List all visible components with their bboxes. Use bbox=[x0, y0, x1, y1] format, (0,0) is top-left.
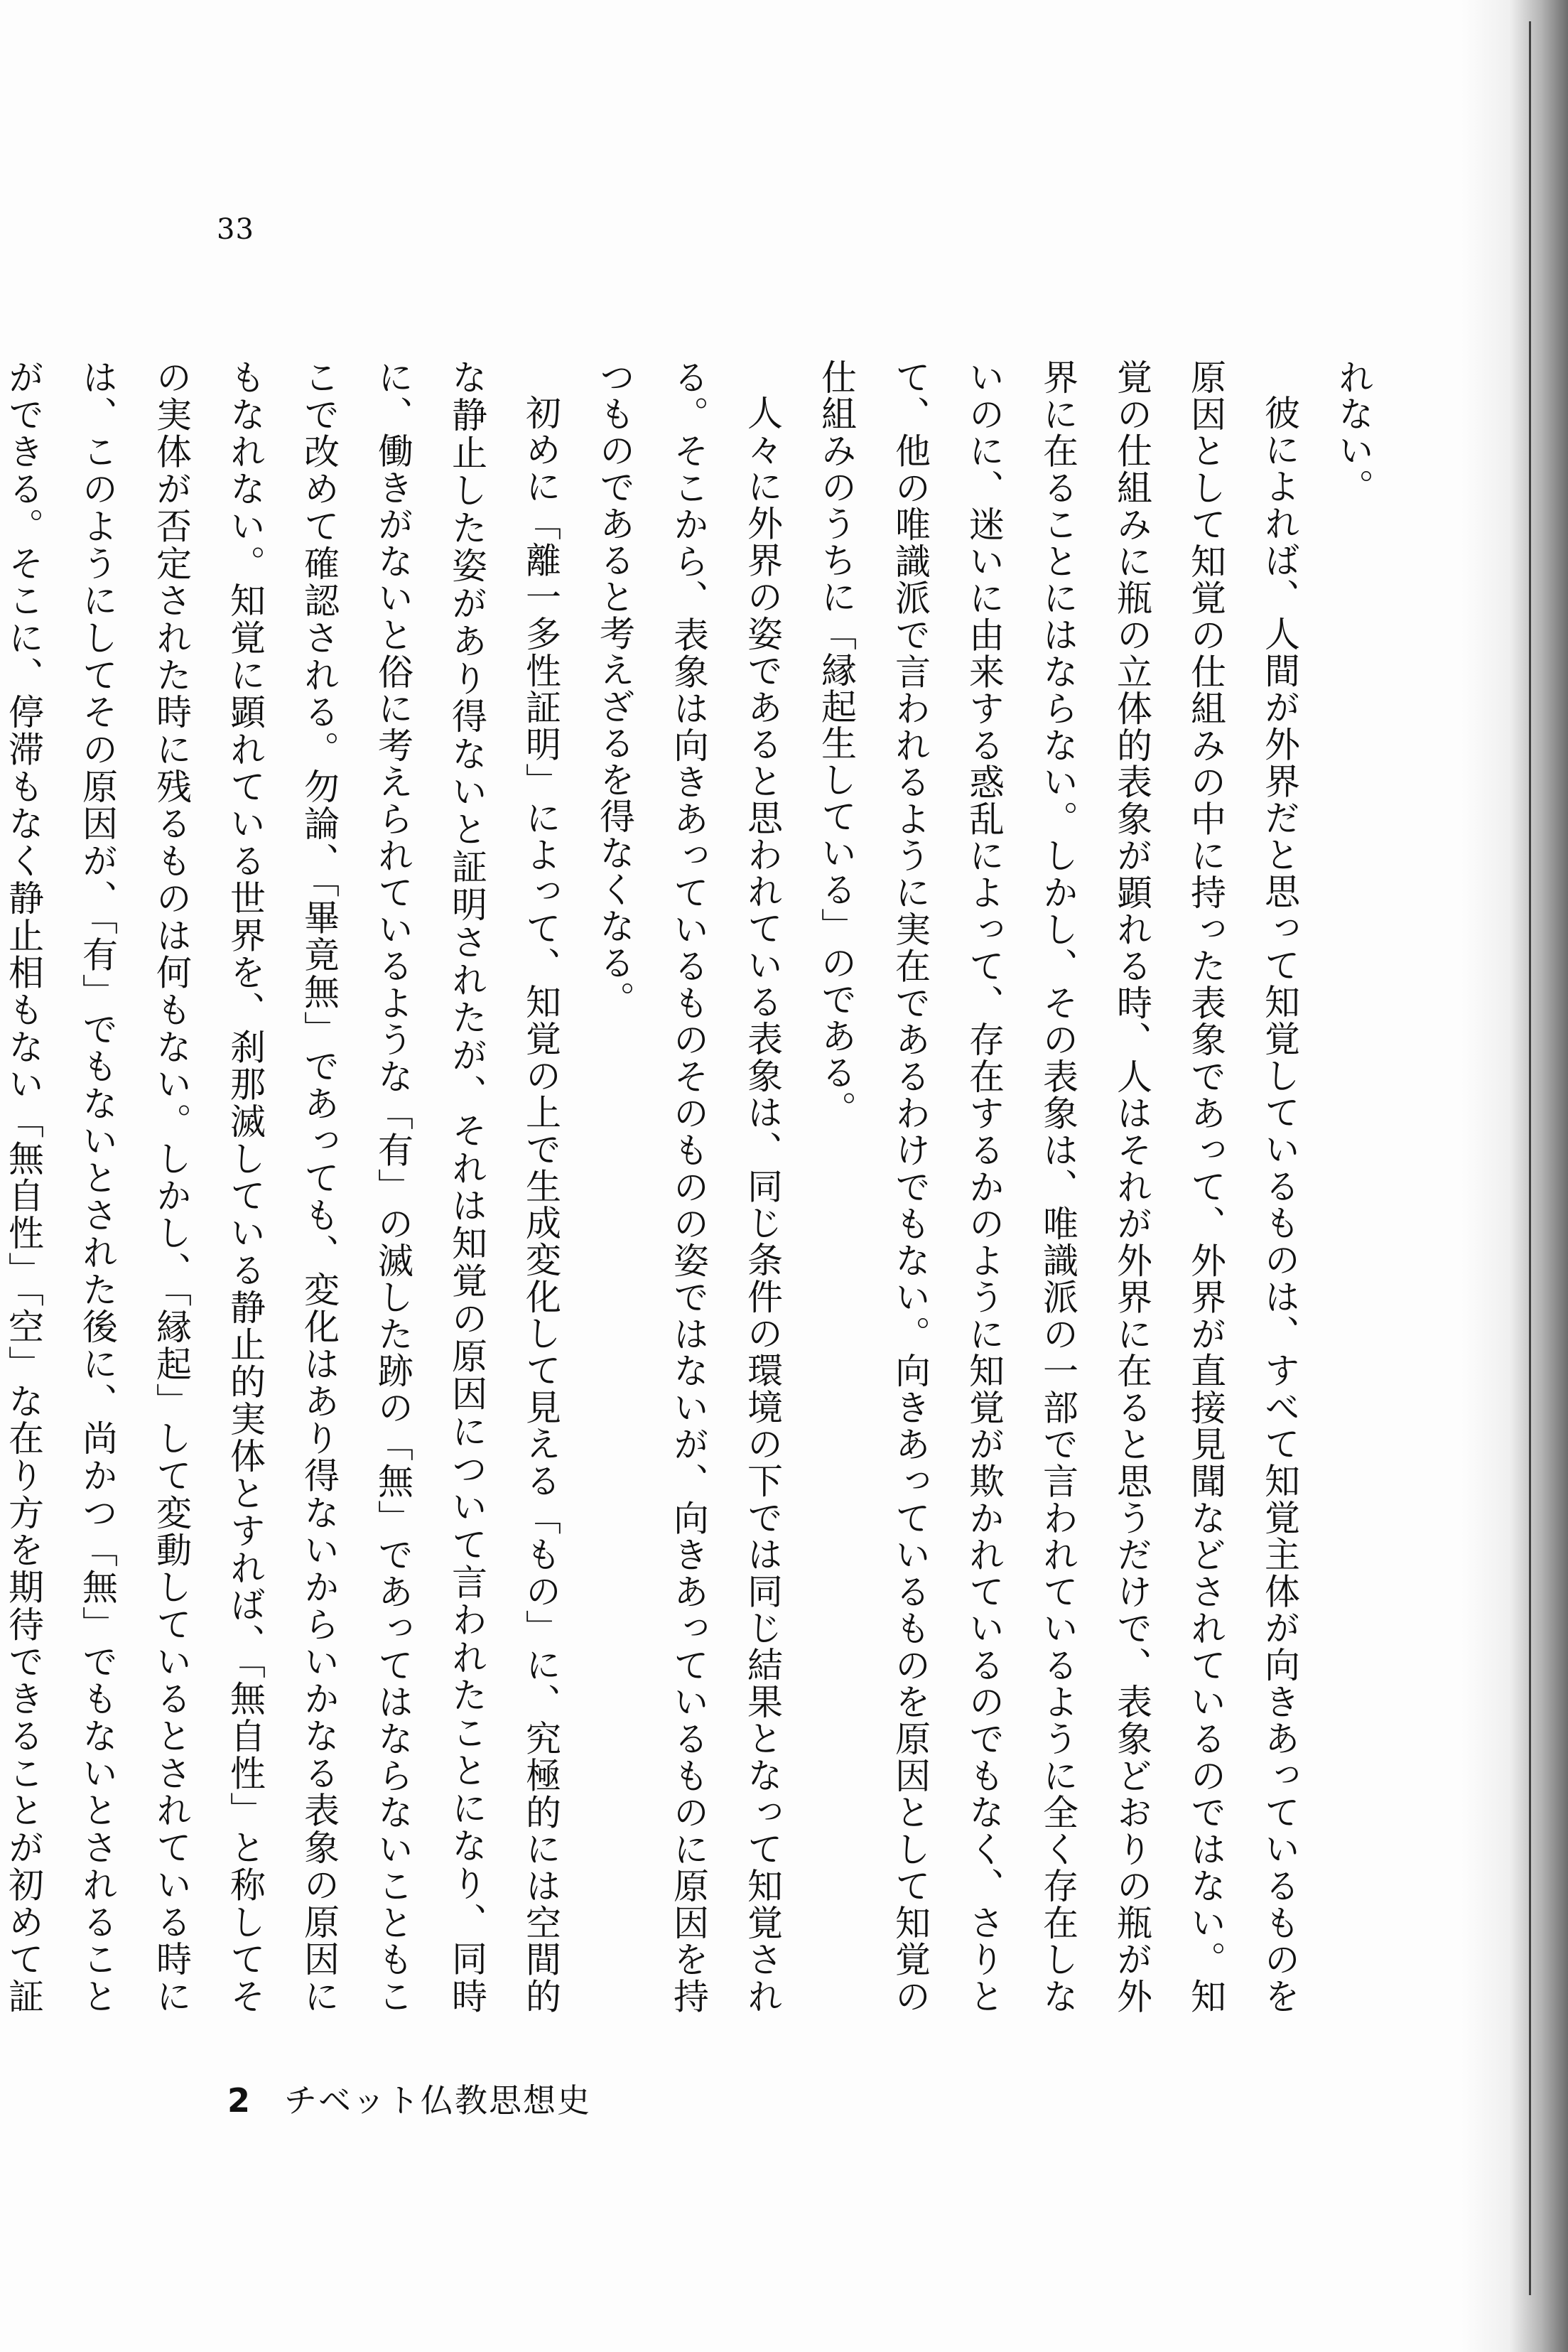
body-text bbox=[0, 359, 1390, 2014]
paragraph: 初めに「離一多性証明」によって、知覚の上で生成変化して見える「もの」に、究極的には空間的な静止した姿があり得ないと証明されたが、それは知覚の原因について言われたことになり、同時に、働きがないと俗に考えられているような「有」の滅した跡の「無」であってはならないこともここで改めて確認される。勿論、「畢竟無」であっても、変化はあり得ないからいかなる表象の原因にもなれない。知覚に顕れている世界を、刹那滅している静止的実体とすれば、「無自性」と称してその実体が否定された時に残るものは何もない。しかし、「縁起」して変動しているとされている時には、このようにしてその原因が、「有」でもないとされた後に、尚かつ「無」でもないとされることができる。そこに、停滞もなく静止相もない「無自性」「空」な在り方を期待できることが初めて証 bbox=[3, 359, 561, 2015]
footer-page-number: 2 bbox=[227, 2081, 251, 2120]
running-footer bbox=[227, 2075, 591, 2122]
paragraph: 彼によれば、人間が外界だと思って知覚しているものは、すべて知覚主体が向きあっているものを原因として知覚の仕組みの中に持った表象であって、外界が直接見聞などされているのではない。知覚の仕組みに瓶の立体的表象が顕れる時、人はそれが外界に在ると思うだけで、表象どおりの瓶が外界に在ることにはならない。しかし、その表象は、唯識派の一部で言われているように全く存在しないのに、迷いに由来する惑乱によって、存在するかのように知覚が欺かれているのでもなく、さりとて、他の唯識派で言われるように実在であるわけでもない。向きあっているものを原因として知覚の仕組みのうちに「縁起生している」のである。 bbox=[816, 359, 1300, 2014]
page-number: 33 bbox=[217, 213, 254, 246]
page-edge-line bbox=[1529, 21, 1531, 2295]
paragraph: れない。 bbox=[1333, 359, 1374, 505]
footer-book-title: チベット仏教思想史 bbox=[284, 2081, 592, 2120]
paragraph: 人々に外界の姿であると思われている表象は、同じ条件の環境の下では同じ結果となって知覚される。そこから、表象は向きあっているものそのものの姿ではないが、向きあっているものに原因を持つものであると考えざるを得なくなる。 bbox=[594, 359, 783, 2014]
page-edge-shadow bbox=[1461, 0, 1568, 2352]
